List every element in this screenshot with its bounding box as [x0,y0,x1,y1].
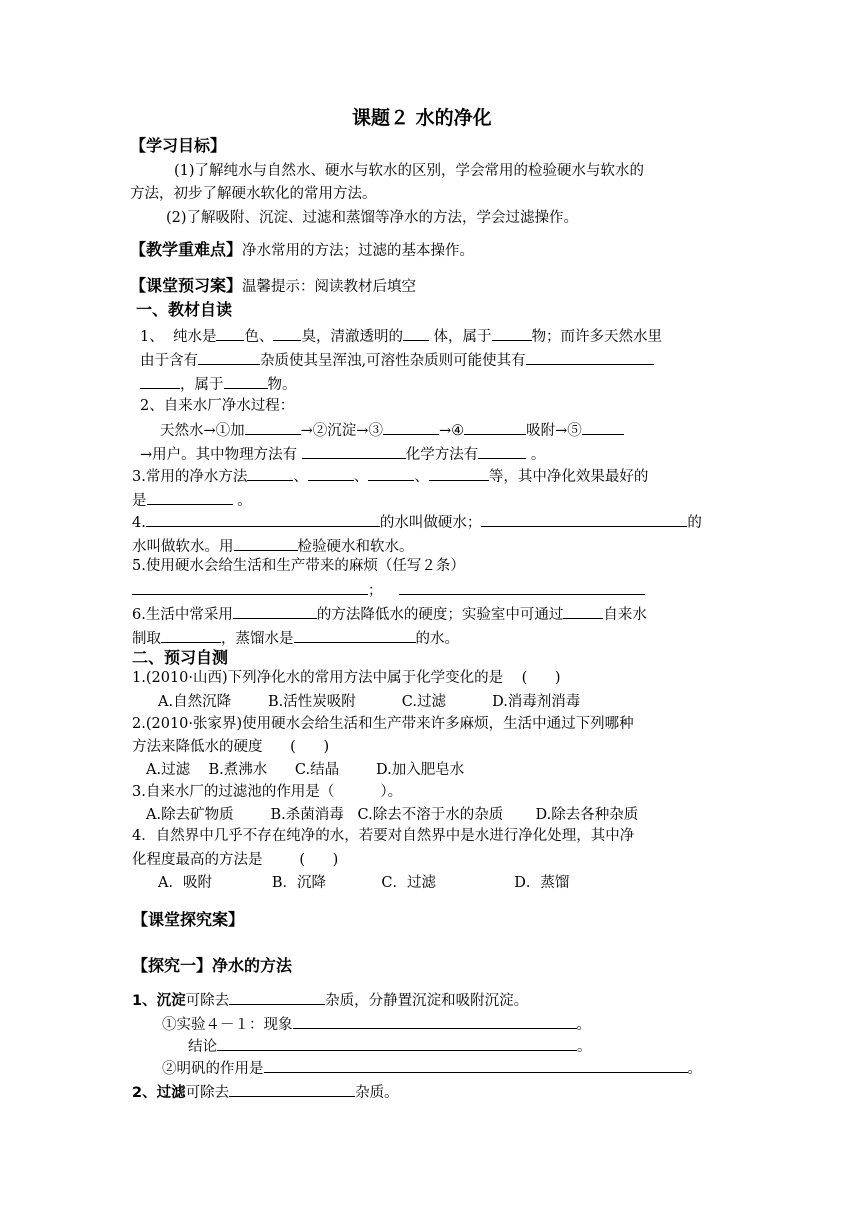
test-2-line-1: 2.(2010·张家界)使用硬水会给生活和生产带来许多麻烦，生活中通过下列哪种 [132,716,634,732]
q3-text: 是 [132,493,147,509]
q6-text: 制取 [132,631,161,647]
item-text: 。 [687,1061,702,1077]
blank[interactable] [264,1058,688,1073]
blank[interactable] [308,466,354,481]
page-title: 课题２ 水的净化 [352,107,492,129]
item-number: 2、 [132,1085,157,1101]
preview-hint: 温馨提示：阅读教材后填空 [242,279,417,295]
item-keyword: 过滤 [156,1085,186,1101]
q2-text: 化学方法有 [405,447,479,463]
item-text: ①实验４－１：现象 [162,1017,293,1033]
q1-text: 体，属于 [428,329,492,345]
q3-line-2 [132,490,252,511]
q1-text: 物；而许多天然水里 [531,329,663,345]
q3-text: 。 [232,493,252,509]
q1-line-1 [140,326,662,347]
q1-text: 由于含有 [140,353,198,369]
q4-text: 水叫做软水。用 [132,539,234,555]
experiment-observation [162,1014,591,1035]
q1-text: 臭，清澈透明的 [301,329,403,345]
item-text: 杂质。 [355,1085,399,1101]
q1-text: ，属于 [180,377,224,393]
q2-text: 吸附→⑤ [526,423,582,439]
item-keyword: 沉淀 [156,993,186,1009]
blank[interactable] [229,990,325,1005]
q2-text: 天然水→①加 [160,423,245,439]
q6-text: ，蒸馏水是 [221,631,294,647]
blank[interactable] [146,512,380,527]
test-1-options: A.自然沉降 B.活性炭吸附 C.过滤 D.消毒剂消毒 [158,694,581,710]
explore-1-item-2 [132,1082,399,1103]
q4-text: 的水叫做硬水； [379,515,482,531]
blank[interactable] [429,466,489,481]
blank[interactable] [481,512,687,527]
explore-1-heading [132,956,292,976]
blank[interactable] [492,326,532,341]
test-4-line-1: 4．自然界中几乎不存在纯净的水，若要对自然界中是水进行净化处理，其中净 [132,828,635,844]
key-heading: 【教学重难点】 [130,240,243,259]
explore-heading: 【课堂探究案】 [132,910,245,929]
q2-text: →②沉淀→③ [300,423,383,439]
q4-line-2 [132,536,414,557]
test-4-line-2: 化程度最高的方法是 ( ) [132,852,339,868]
key-text: 净水常用的方法；过滤的基本操作。 [242,243,475,259]
q3-line-1 [132,466,648,487]
blank[interactable] [217,1036,577,1051]
test-3-options: A.除去矿物质 B.杀菌消毒 C.除去不溶于水的杂质 D.除去各种杂质 [146,807,639,823]
blank[interactable] [216,326,244,341]
q2-heading: 2、自来水厂净水过程： [140,398,295,414]
part1-heading: 一、教材自读 [136,300,233,319]
blank[interactable] [132,580,368,595]
q4-text: 检验硬水和软水。 [297,539,414,555]
item-text: 。 [576,1017,591,1033]
q1-text: 1、 纯水是 [140,329,217,345]
item-text: 可除去 [185,993,230,1009]
blank[interactable] [140,374,180,389]
q6-line-1 [132,604,647,625]
preview-heading: 【课堂预习案】 [130,276,243,295]
blank[interactable] [399,580,645,595]
q3-text: 、 [293,469,308,485]
blank[interactable] [273,326,301,341]
q4-text: 的 [687,515,702,531]
blank[interactable] [403,326,429,341]
item-text: 。 [577,1039,592,1055]
explore-1-title: 净水的方法 [212,956,293,975]
q1-text: 色、 [244,329,274,345]
item-text: 杂质，分静置沉淀和吸附沉淀。 [325,993,529,1009]
q3-text: 、 [414,469,429,485]
test-1: 1.(2010·山西)下列净化水的常用方法中属于化学变化的是 ( ) [132,670,561,686]
q3-text: 3.常用的净水方法 [132,469,248,485]
blank[interactable] [294,628,416,643]
q1-line-2 [140,350,654,371]
blank[interactable] [233,604,317,619]
q4-line-1 [132,512,702,533]
blank[interactable] [582,420,624,435]
q2-text: →④ [438,423,465,439]
blank[interactable] [147,490,233,505]
experiment-conclusion [188,1036,592,1057]
blank[interactable] [478,444,526,459]
blank[interactable] [198,350,260,365]
item-number: 1、 [132,993,157,1009]
blank[interactable] [245,420,301,435]
goal-1-line-1: (1)了解纯水与自然水、硬水与软水的区别，学会常用的检验硬水与软水的 [174,163,645,179]
q6-text: 的水。 [415,631,459,647]
goal-2: (2)了解吸附、沉淀、过滤和蒸馏等净水的方法，学会过滤操作。 [166,210,579,226]
q6-line-2 [132,628,459,649]
q5-line-1: 5.使用硬水会给生活和生产带来的麻烦（任写２条） [132,558,465,574]
part2-heading: 二、预习自测 [132,648,229,667]
q6-text: 的方法降低水的硬度；实验室中可通过 [316,607,564,623]
q1-line-3 [140,374,297,395]
test-2-line-2: 方法来降低水的硬度 ( ) [132,739,330,755]
blank[interactable] [563,604,603,619]
q5-line-2 [132,580,645,601]
q2-text: →用户。其中物理方法有 [140,447,302,463]
q6-text: 自来水 [603,607,647,623]
goal-1-line-2: 方法，初步了解硬水软化的常用方法。 [130,186,377,202]
blank[interactable] [464,420,526,435]
item-text: 可除去 [185,1085,230,1101]
blank[interactable] [229,1082,355,1097]
blank[interactable] [247,466,293,481]
alum-function [162,1058,702,1079]
q2-text: 。 [526,447,546,463]
blank[interactable] [368,466,414,481]
q6-text: 6.生活中常采用 [132,607,233,623]
q3-text: 等，其中净化效果最好的 [488,469,649,485]
q3-text: 、 [353,469,369,485]
blank[interactable] [302,444,406,459]
q4-text: 4. [132,515,146,531]
item-text: 结论 [188,1039,217,1055]
blank[interactable] [234,536,298,551]
blank[interactable] [161,628,221,643]
item-text: ②明矾的作用是 [162,1061,264,1077]
blank[interactable] [383,420,439,435]
q5-text: ； [368,583,383,599]
q2-line-2 [140,444,545,465]
q2-line-1 [160,420,624,441]
preview [130,276,416,297]
test-4-options: A．吸附 B．沉降 C．过滤 D．蒸馏 [158,875,570,891]
q1-text: 杂质使其呈浑浊,可溶性杂质则可能使其有 [260,353,526,369]
explore-1-label: 【探究一】 [132,956,213,975]
explore-1-item-1 [132,990,528,1011]
key-points [130,240,474,261]
test-3: 3.自来水厂的过滤池的作用是（ ）。 [132,784,403,800]
q1-text: 物。 [267,377,297,393]
blank[interactable] [224,374,268,389]
test-2-options: A.过滤 B.煮沸水 C.结晶 D.加入肥皂水 [146,762,465,778]
blank[interactable] [526,350,654,365]
goals-heading: 【学习目标】 [130,136,227,155]
blank[interactable] [293,1014,577,1029]
